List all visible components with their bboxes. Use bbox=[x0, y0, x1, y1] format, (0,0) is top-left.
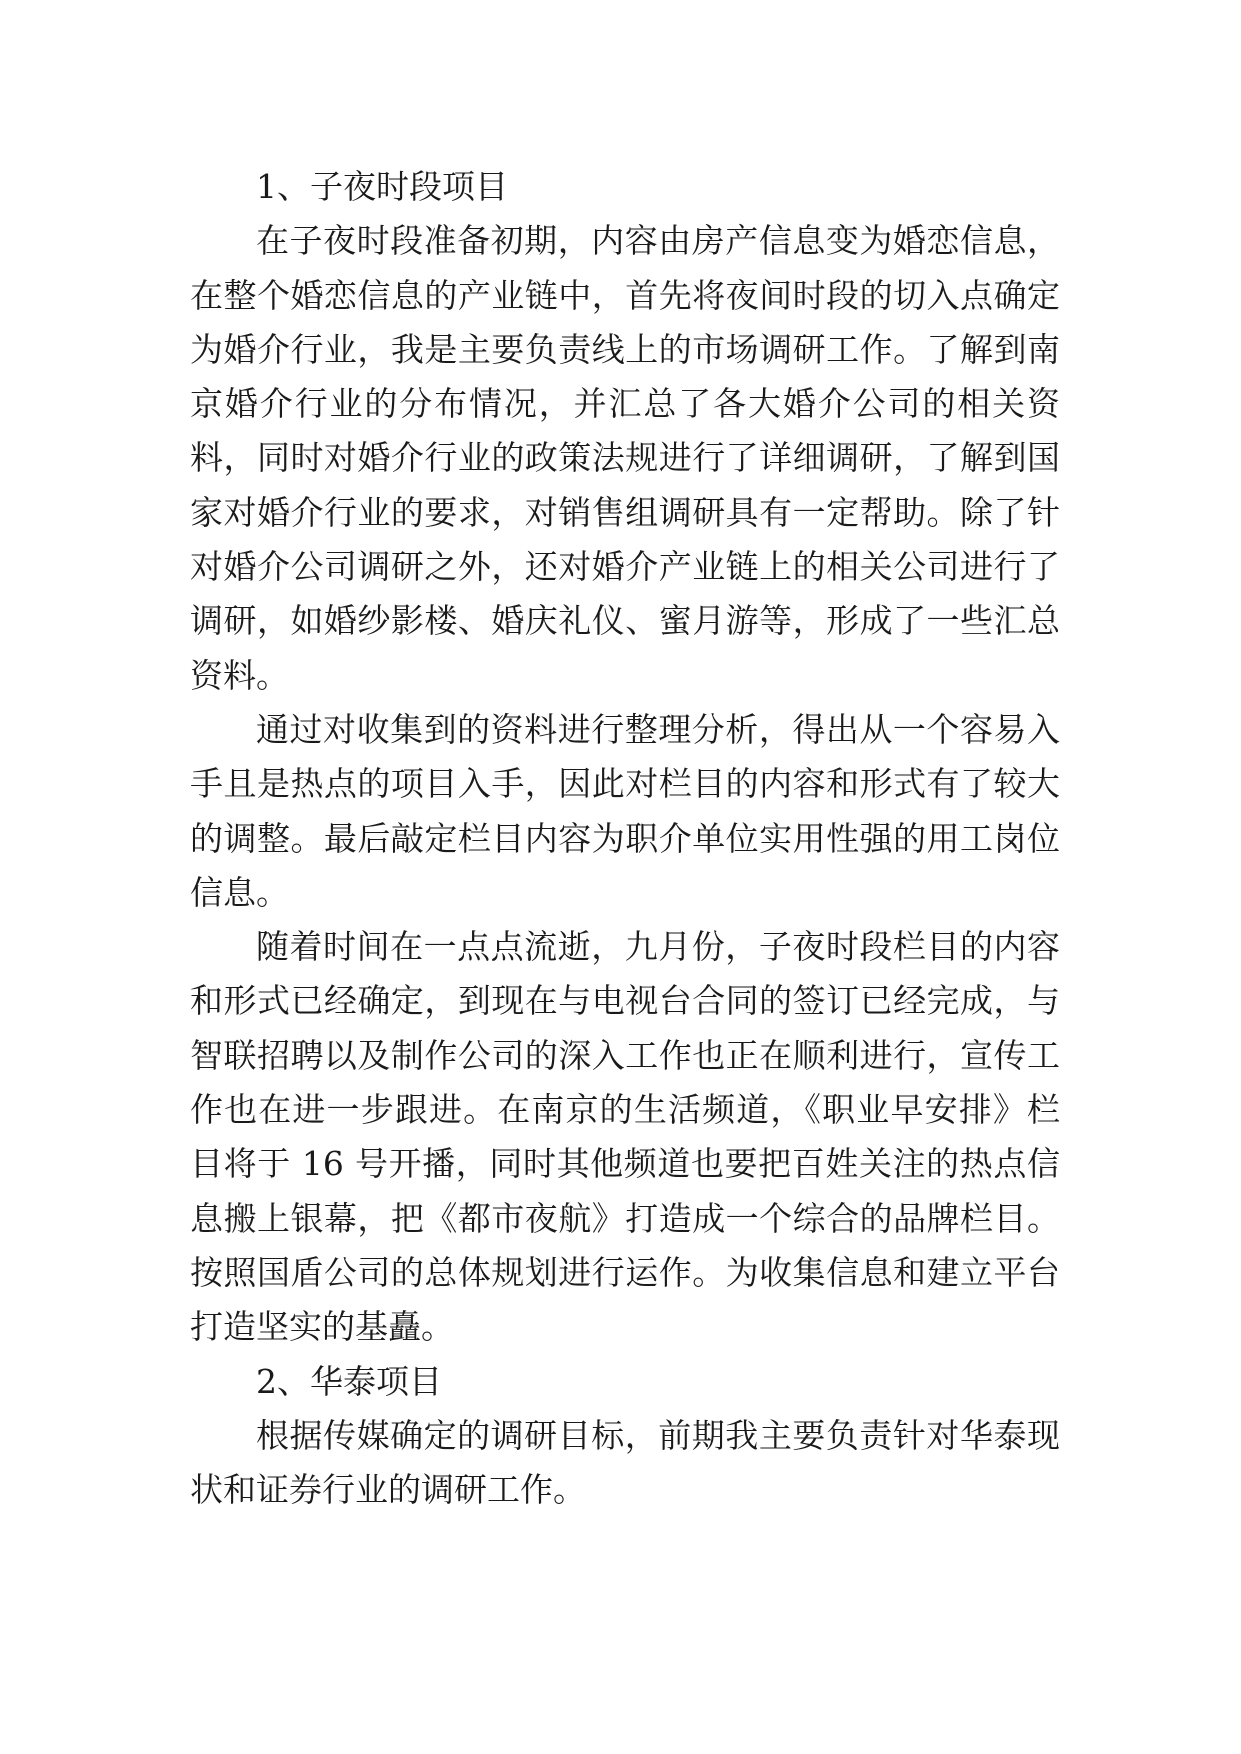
document-body bbox=[190, 160, 1060, 1517]
paragraph-3: 随着时间在一点点流逝，九月份，子夜时段栏目的内容和形式已经确定，到现在与电视台合同的签订已经完成，与智联招聘以及制作公司的深入工作也正在顺利进行，宣传工作也在进一步跟进。在南京的生活频道，《职业早安排》栏目将于 16 号开播，同时其他频道也要把百姓关注的热点信息搬上银幕，把《都市夜航》打造成一个综合的品牌栏目。按照国盾公司的总体规划进行运作。为收集信息和建立平台打造坚实的基矗。 bbox=[190, 927, 1060, 1347]
paragraph-2: 通过对收集到的资料进行整理分析，得出从一个容易入手且是热点的项目入手，因此对栏目的内容和形式有了较大的调整。最后敲定栏目内容为职介单位实用性强的用工岗位信息。 bbox=[190, 709, 1060, 912]
paragraph-4: 根据传媒确定的调研目标，前期我主要负责针对华泰现状和证券行业的调研工作。 bbox=[190, 1415, 1060, 1510]
paragraph-1: 在子夜时段准备初期，内容由房产信息变为婚恋信息，在整个婚恋信息的产业链中，首先将夜间时段的切入点确定为婚介行业，我是主要负责线上的市场调研工作。了解到南京婚介行业的分布情况，并汇总了各大婚介公司的相关资料，同时对婚介行业的政策法规进行了详细调研，了解到国家对婚介行业的要求，对销售组调研具有一定帮助。除了针对婚介公司调研之外，还对婚介产业链上的相关公司进行了调研，如婚纱影楼、婚庆礼仪、蜜月游等，形成了一些汇总资料。 bbox=[190, 221, 1060, 695]
section-heading-2: 2、华泰项目 bbox=[256, 1361, 442, 1401]
section-heading-1: 1、子夜时段项目 bbox=[256, 167, 508, 206]
